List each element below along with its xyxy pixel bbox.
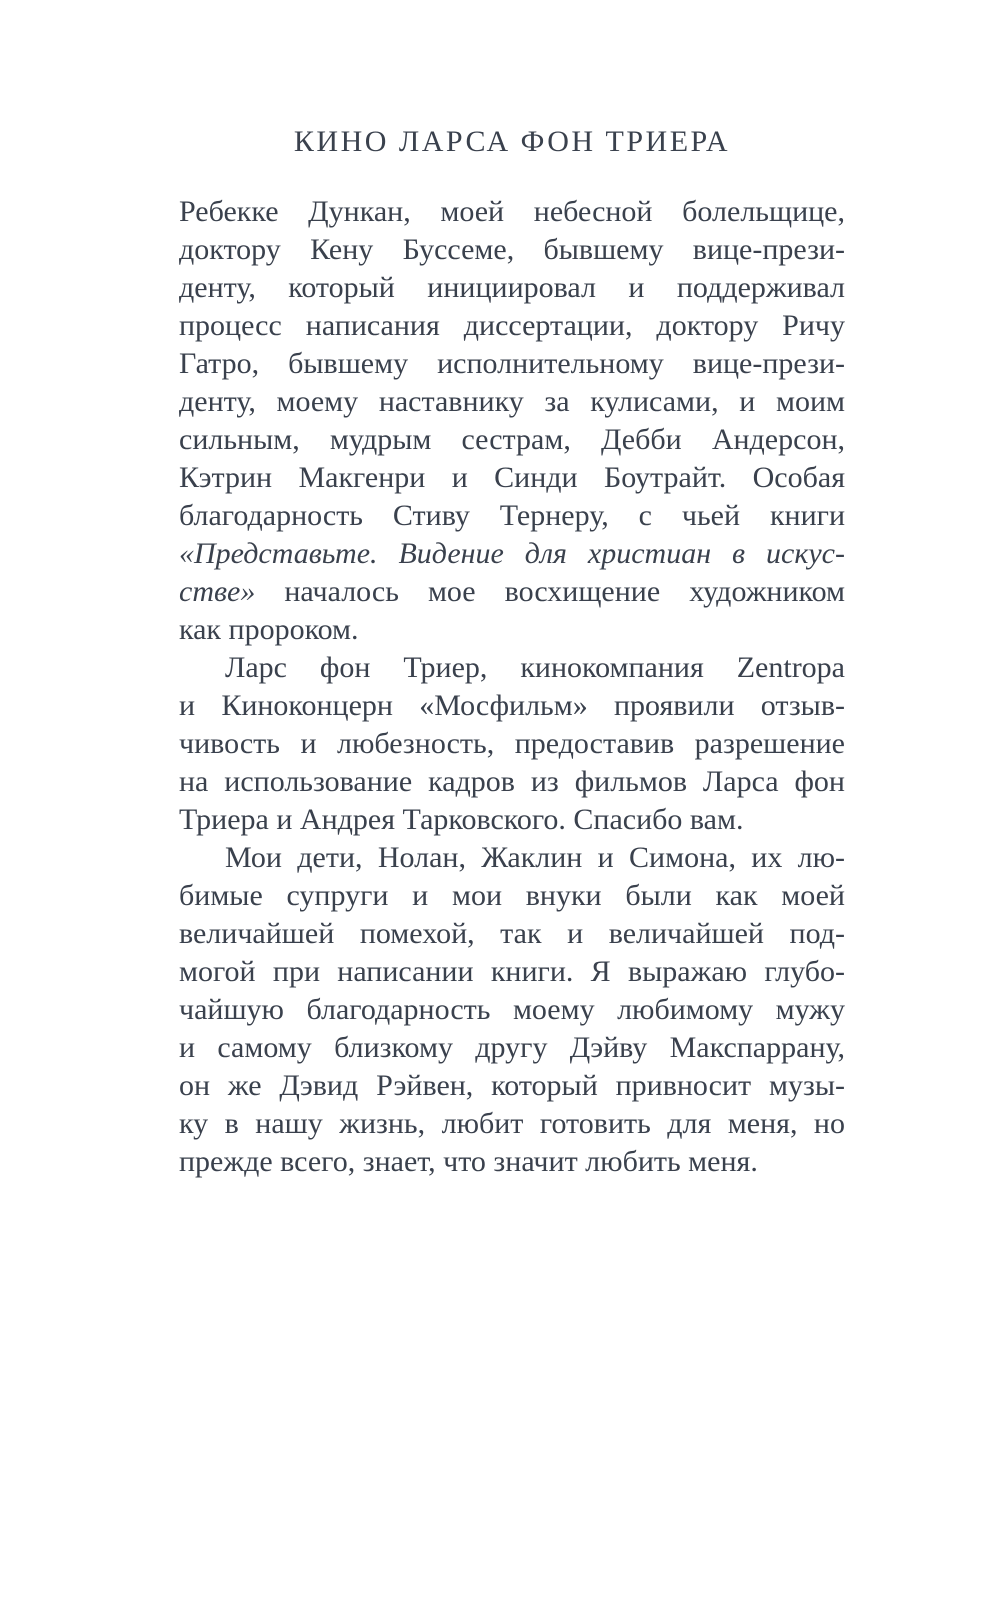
text-line: [179, 1029, 845, 1067]
text-line: [179, 573, 845, 611]
text-line: [179, 383, 845, 421]
text-line: [179, 497, 845, 535]
text-segment: и самому близкому другу Дэйву Макспаррану,: [179, 1031, 845, 1064]
text-line: [179, 307, 845, 345]
text-line: [179, 991, 845, 1029]
text-segment: ку в нашу жизнь, любит готовить для меня, но: [179, 1107, 845, 1140]
text-line: [179, 345, 845, 383]
paragraph: [179, 193, 845, 649]
text-line: [179, 459, 845, 497]
text-segment: Ребекке Дункан, моей небесной болельщице,: [179, 195, 845, 228]
page-title: КИНО ЛАРСА ФОН ТРИЕРА: [293, 125, 731, 158]
text-line: [179, 193, 845, 231]
text-line: [179, 611, 845, 649]
text-segment: на использование кадров из фильмов Ларса фон: [179, 765, 845, 798]
text-segment: прежде всего, знает, что значит любить меня.: [179, 1145, 758, 1178]
text-segment: Триера и Андрея Тарковского. Спасибо вам.: [179, 803, 744, 836]
text-segment: чайшую благодарность моему любимому мужу: [179, 993, 845, 1026]
text-line: [179, 953, 845, 991]
text-segment: процесс написания диссертации, доктору Ричу: [179, 309, 845, 342]
text-segment: сильным, мудрым сестрам, Дебби Андерсон,: [179, 423, 845, 456]
text-segment: доктору Кену Буссеме, бывшему вице-прези-: [179, 233, 845, 266]
text-line: [179, 687, 845, 725]
text-segment: как пророком.: [179, 613, 359, 646]
paragraph: [179, 839, 845, 1181]
page-body: [179, 193, 845, 1181]
italic-text-segment: «Представьте. Видение для христиан в искус-: [179, 537, 845, 570]
text-line: [179, 1067, 845, 1105]
text-line: [179, 421, 845, 459]
text-segment: Мои дети, Нолан, Жаклин и Симона, их лю-: [225, 841, 845, 874]
text-line: [179, 231, 845, 269]
text-segment: Ларс фон Триер, кинокомпания Zentropa: [225, 651, 845, 684]
text-line: [179, 269, 845, 307]
text-segment: началось мое восхищение художником: [255, 575, 845, 608]
text-segment: могой при написании книги. Я выражаю глубо-: [179, 955, 845, 988]
text-line: [179, 839, 845, 877]
text-line: [179, 763, 845, 801]
text-segment: денту, моему наставнику за кулисами, и моим: [179, 385, 845, 418]
text-segment: он же Дэвид Рэйвен, который привносит музы-: [179, 1069, 845, 1102]
text-segment: денту, который инициировал и поддерживал: [179, 271, 845, 304]
text-line: [179, 1105, 845, 1143]
text-segment: величайшей помехой, так и величайшей под-: [179, 917, 845, 950]
text-line: [179, 535, 845, 573]
text-line: [179, 801, 845, 839]
text-segment: Гатро, бывшему исполнительному вице-прези-: [179, 347, 845, 380]
text-segment: Кэтрин Макгенри и Синди Боутрайт. Особая: [179, 461, 845, 494]
text-segment: и Киноконцерн «Мосфильм» проявили отзыв-: [179, 689, 845, 722]
paragraph: [179, 649, 845, 839]
italic-text-segment: стве»: [179, 575, 256, 608]
text-line: [179, 915, 845, 953]
text-segment: чивость и любезность, предоставив разрешение: [179, 727, 845, 760]
text-line: [179, 1143, 845, 1181]
text-segment: благодарность Стиву Тернеру, с чьей книги: [179, 499, 845, 532]
text-line: [179, 725, 845, 763]
text-line: [179, 877, 845, 915]
text-segment: бимые супруги и мои внуки были как моей: [179, 879, 845, 912]
text-line: [179, 649, 845, 687]
